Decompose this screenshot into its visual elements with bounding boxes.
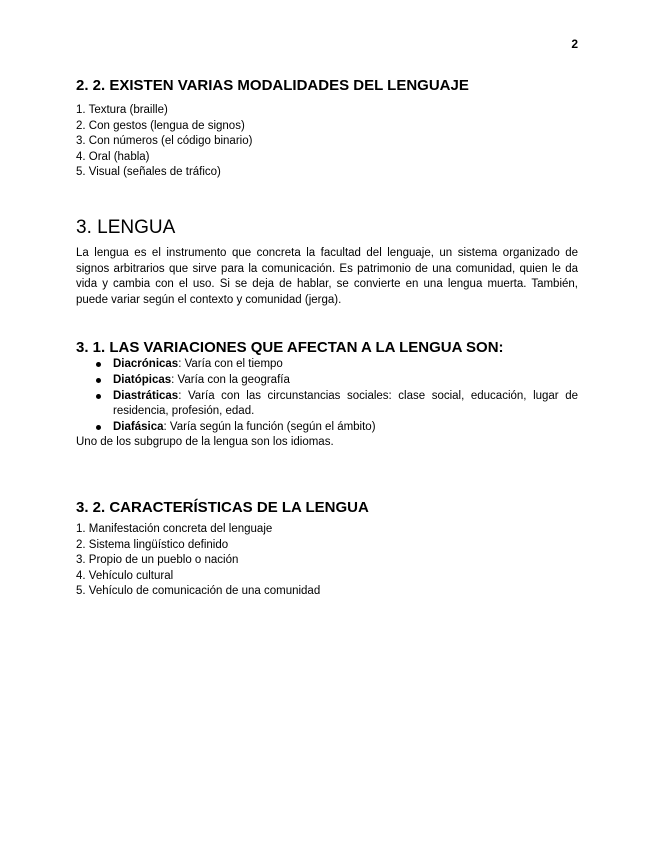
definition: : Varía con el tiempo — [178, 358, 283, 371]
list-item: 2. Con gestos (lengua de signos) — [76, 119, 245, 132]
list-item — [113, 389, 578, 420]
bullet-icon — [96, 425, 101, 430]
term: Diacrónicas — [113, 358, 179, 371]
bullet-icon — [96, 394, 101, 399]
list-item: 1. Manifestación concreta del lenguaje — [76, 522, 273, 535]
term: Diafásica — [113, 420, 164, 433]
page-number: 2 — [571, 37, 578, 51]
bullet-icon — [96, 362, 101, 367]
list-item: 5. Vehículo de comunicación de una comunidad — [76, 585, 321, 598]
list-item — [113, 357, 578, 373]
section-heading-3-2: 3. 2. CARACTERÍSTICAS DE LA LENGUA — [76, 498, 369, 516]
section-modalidades — [76, 77, 578, 181]
list-item: 4. Vehículo cultural — [76, 569, 174, 582]
definition: : Varía con la geografía — [171, 373, 290, 386]
section-heading-3-1: 3. 1. LAS VARIACIONES QUE AFECTAN A LA LENGUA SON: — [76, 339, 504, 357]
list-item: 2. Sistema lingüístico definido — [76, 538, 229, 551]
section-heading-2-2: 2. 2. EXISTEN VARIAS MODALIDADES DEL LENGUAJE — [76, 77, 469, 94]
term: Diastráticas — [113, 389, 179, 402]
section-heading-3: 3. LENGUA — [76, 216, 176, 238]
modalidades-list — [76, 103, 578, 181]
lengua-paragraph: La lengua es el instrumento que concreta la facultad del lenguaje, un sistema organizado de signos arbitrarios que sirve para la comunicación. Es patrimonio de una comunidad, quien le da vida y cambia con el uso. Si se deja de hablar, se convierte en una lengua muerta. También, puede variar según el contexto y comunidad (jerga). — [76, 246, 578, 306]
list-item: 1. Textura (braille) — [76, 104, 168, 116]
section-caracteristicas — [76, 499, 578, 600]
list-item: 3. Con números (el código binario) — [76, 135, 253, 148]
variaciones-list — [76, 357, 578, 435]
list-item: 4. Oral (habla) — [76, 150, 150, 163]
definition: : Varía con las circunstancias sociales: clase social, educación, lugar de residencia, profesión, edad. — [113, 389, 578, 418]
list-item — [113, 373, 578, 389]
section-variaciones — [76, 339, 578, 451]
idiomas-note: Uno de los subgrupo de la lengua son los idiomas. — [76, 436, 334, 449]
caracteristicas-list — [76, 522, 578, 600]
list-item: 3. Propio de un pueblo o nación — [76, 554, 239, 567]
definition: : Varía según la función (según el ámbito) — [163, 420, 376, 433]
section-lengua — [76, 217, 578, 308]
list-item — [113, 420, 578, 436]
page-content — [76, 77, 578, 600]
term: Diatópicas — [113, 373, 172, 386]
list-item: 5. Visual (señales de tráfico) — [76, 166, 221, 179]
bullet-icon — [96, 378, 101, 383]
